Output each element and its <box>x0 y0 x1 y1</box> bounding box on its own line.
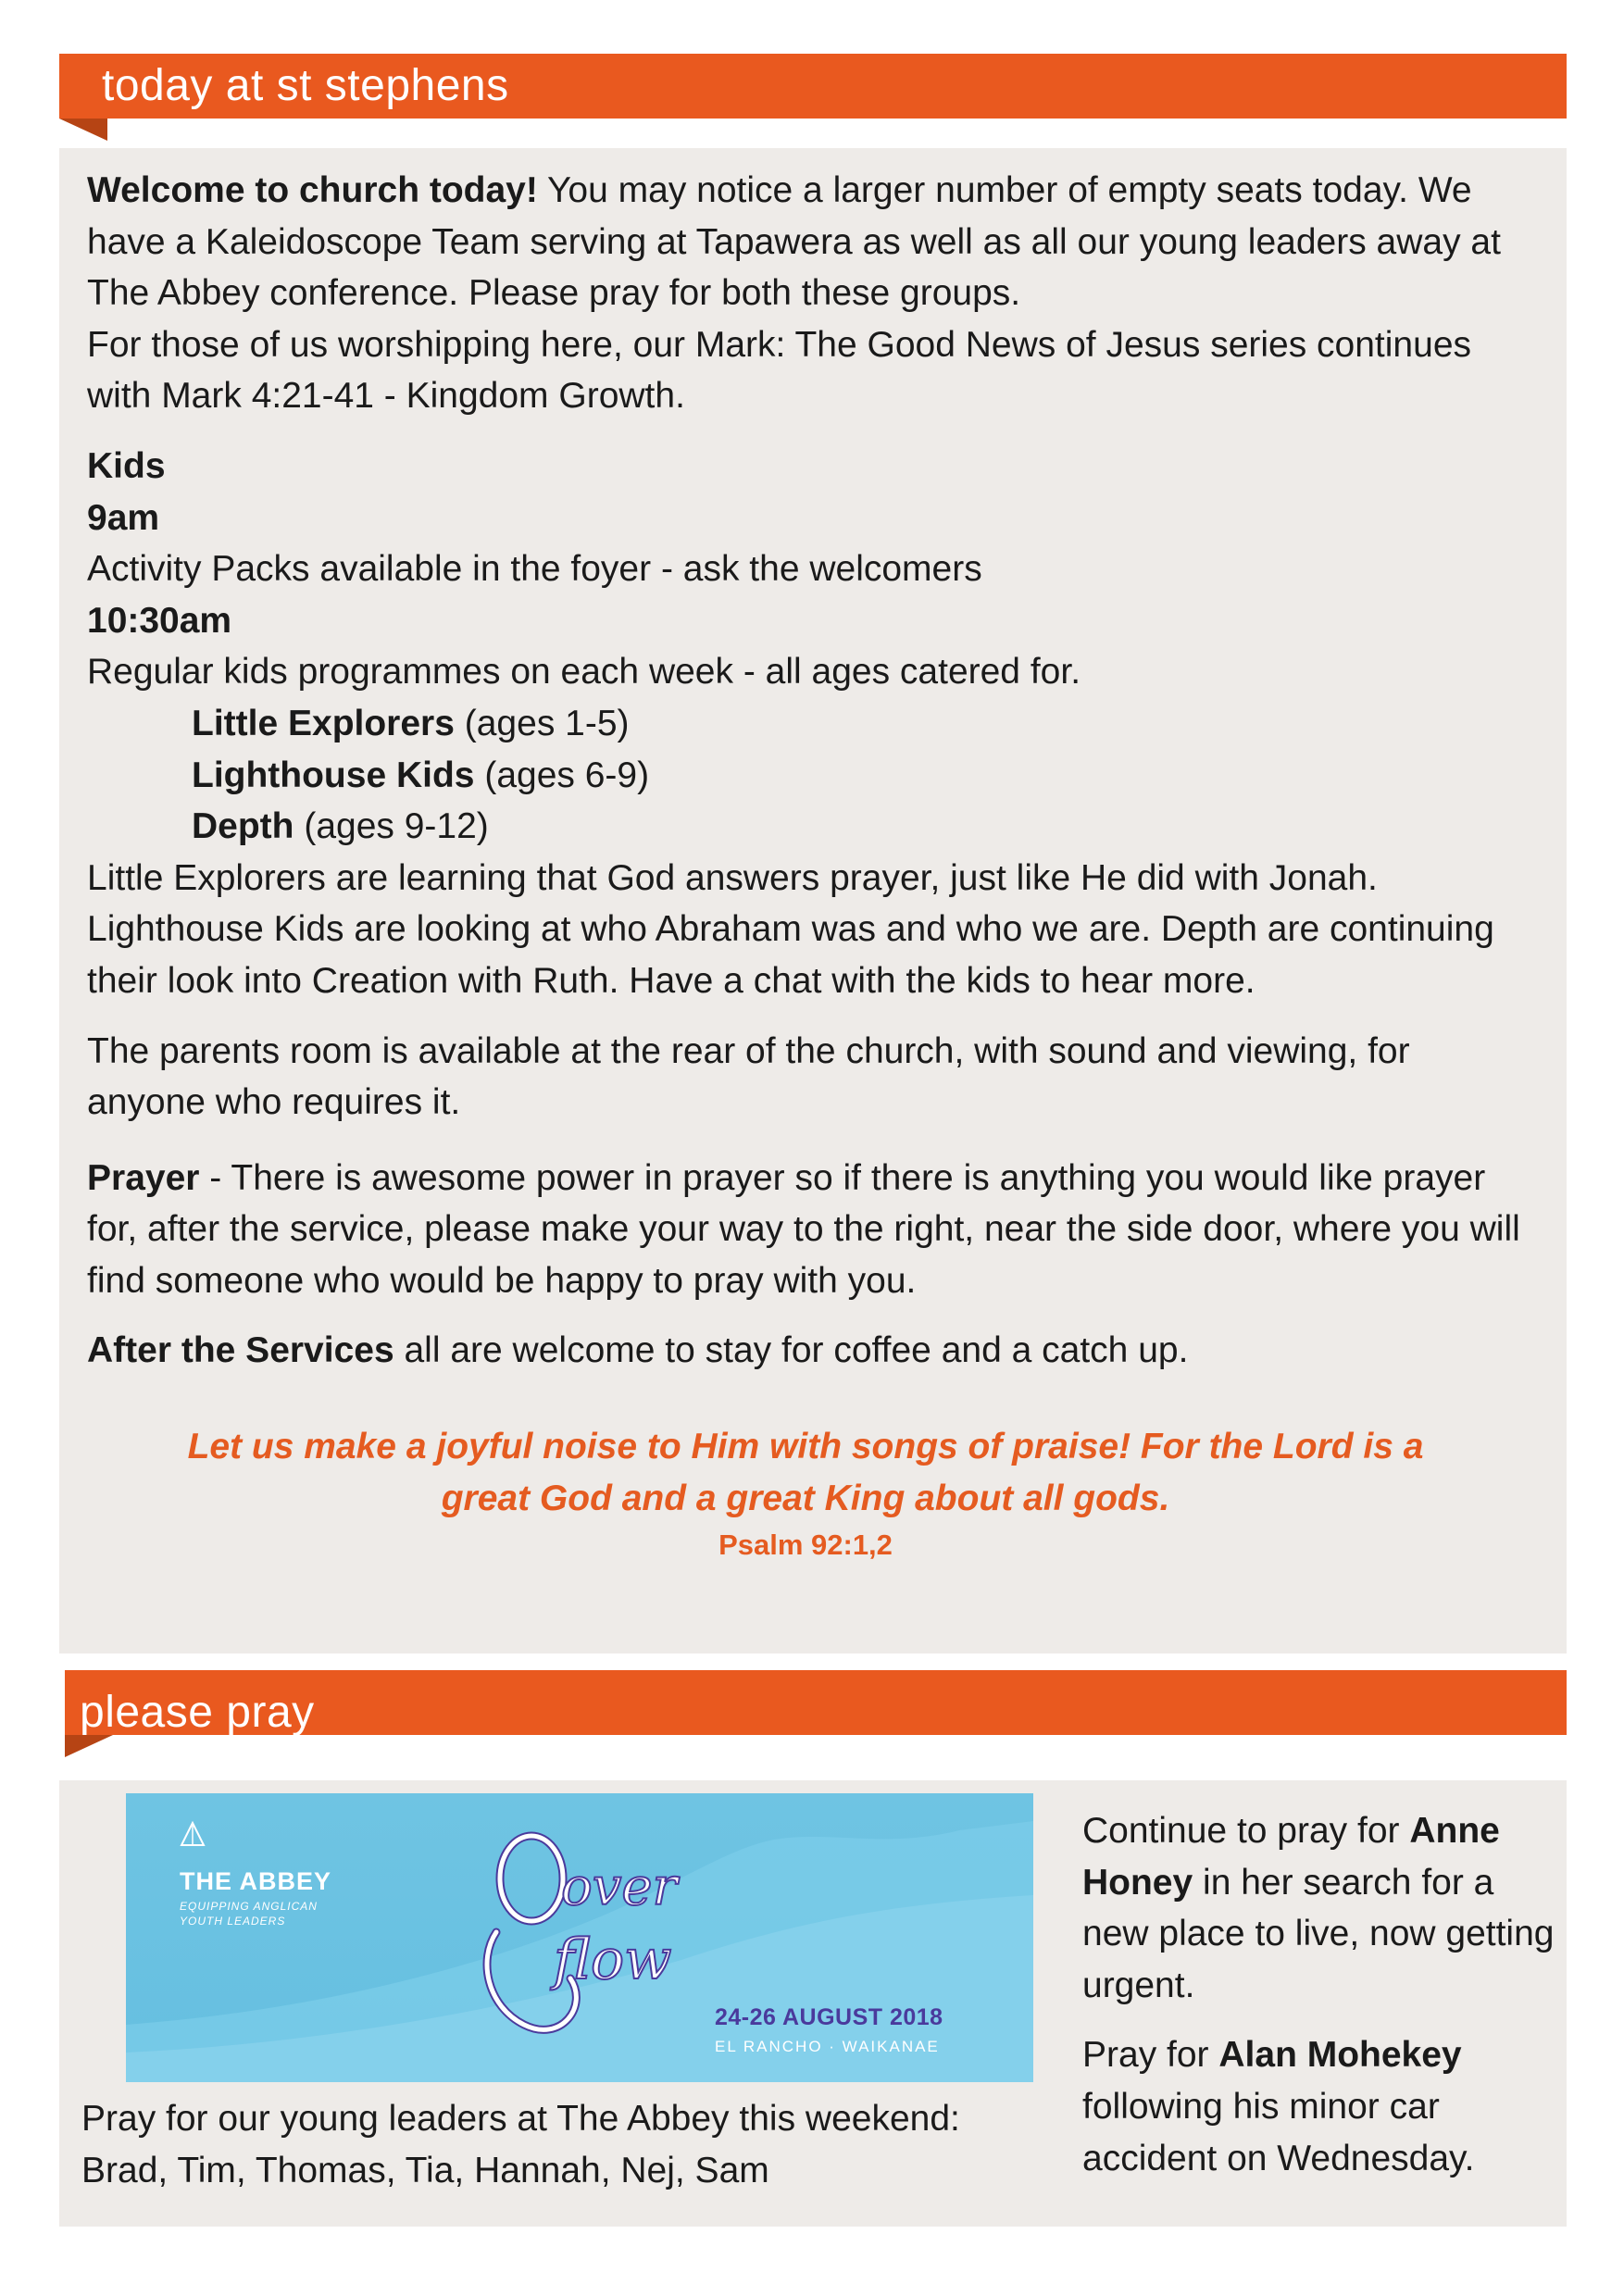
kids-learning-paragraph: Little Explorers are learning that God answers prayer, just like He did with Jonah. Lighthouse Kids are looking at who Abraham was and who we are. Depth are continuing their look into Creation with Ruth. Have a chat with the kids to hear more. <box>87 857 1494 1001</box>
section-title-today: today at st stephens <box>102 61 509 110</box>
abbey-logo-subtitle-line: YOUTH LEADERS <box>180 1915 286 1928</box>
abbey-location: EL RANCHO · WAIKANAE <box>715 2038 940 2055</box>
prayer-paragraph <box>87 1153 1524 1307</box>
time-1030am-description: Regular kids programmes on each week - all ages catered for. <box>87 652 1081 693</box>
welcome-paragraph <box>87 165 1524 319</box>
abbey-logo-title: THE ABBEY <box>180 1867 332 1895</box>
program-ages: (ages 1-5) <box>454 703 630 743</box>
overflow-word-flow: flow <box>554 1928 672 1992</box>
quote-line: great God and a great King about all gods. <box>441 1479 1170 1519</box>
prayer-request-anne <box>1082 1805 1555 2011</box>
welcome-heading: Welcome to church today! <box>87 170 538 210</box>
welcome-text: You may notice a larger number of empty seats today. We have a Kaleidoscope Team serving at Tapawera as well as all our young leaders away at The Abbey conference. Please pray for both these groups. <box>87 170 1501 314</box>
time-9am <box>87 493 1524 544</box>
kids-heading-text: Kids <box>87 445 166 486</box>
prayer-heading: Prayer <box>87 1157 200 1198</box>
program-item <box>87 698 1524 750</box>
banner-fold <box>65 1735 113 1757</box>
program-ages: (ages 9-12) <box>294 806 489 847</box>
young-leaders-paragraph: Pray for our young leaders at The Abbey this weekend: Brad, Tim, Thomas, Tia, Hannah, Nej, Sam <box>81 2099 960 2190</box>
time-1030am-text: 10:30am <box>87 600 232 641</box>
scripture-quote <box>87 1421 1524 1525</box>
time-9am-description: Activity Packs available in the foyer - ask the welcomers <box>87 549 982 590</box>
after-services-paragraph <box>87 1325 1524 1377</box>
section-title-pray: please pray <box>80 1688 315 1737</box>
abbey-logo-subtitle <box>180 1899 318 1928</box>
prayer-request-text: Pray for <box>1082 2035 1219 2076</box>
quote-line: Let us make a joyful noise to Him with songs of praise! For the Lord is a <box>187 1427 1424 1467</box>
after-services-heading: After the Services <box>87 1330 394 1371</box>
prayer-request-text: following his minor car accident on Wednesday. <box>1082 2086 1475 2178</box>
program-name: Lighthouse Kids <box>192 755 475 795</box>
prayer-text: - There is awesome power in prayer so if there is anything you would like prayer for, after the service, please make your way to the right, near the side door, where you will find someone who would be happy to pray with you. <box>87 1157 1520 1301</box>
series-paragraph: For those of us worshipping here, our Mark: The Good News of Jesus series continues with Mark 4:21-41 - Kingdom Growth. <box>87 324 1472 417</box>
program-name: Depth <box>192 806 294 847</box>
prayer-request-alan <box>1082 2029 1555 2184</box>
quote-reference: Psalm 92:1,2 <box>718 1529 893 1562</box>
program-ages: (ages 6-9) <box>474 755 650 795</box>
program-item <box>87 750 1524 802</box>
after-services-text: all are welcome to stay for coffee and a catch up. <box>394 1330 1189 1371</box>
today-panel <box>59 148 1567 1653</box>
section-banner-pray <box>65 1670 1567 1735</box>
abbey-dates: 24-26 AUGUST 2018 <box>715 2004 943 2030</box>
banner-fold <box>59 119 107 141</box>
parents-room-paragraph: The parents room is available at the rear of the church, with sound and viewing, for anyone who requires it. <box>87 1030 1410 1123</box>
prayer-requests <box>1082 1805 1555 2184</box>
prayer-request-text: in her search for a new place to live, now getting urgent. <box>1082 1862 1555 2005</box>
section-banner-today <box>59 54 1567 119</box>
prayer-request-name: Alan Mohekey <box>1218 2035 1462 2076</box>
abbey-logo-subtitle-line: EQUIPPING ANGLICAN <box>180 1900 318 1913</box>
overflow-word-over: over <box>561 1857 678 1917</box>
time-9am-text: 9am <box>87 497 160 538</box>
abbey-event-image <box>126 1793 1033 2082</box>
program-item <box>87 801 1524 853</box>
prayer-request-name: Anne Honey <box>1082 1811 1500 1903</box>
time-1030am <box>87 595 1524 647</box>
prayer-request-text: Continue to pray for <box>1082 1811 1410 1851</box>
program-name: Little Explorers <box>192 703 455 743</box>
kids-heading <box>87 441 1524 493</box>
